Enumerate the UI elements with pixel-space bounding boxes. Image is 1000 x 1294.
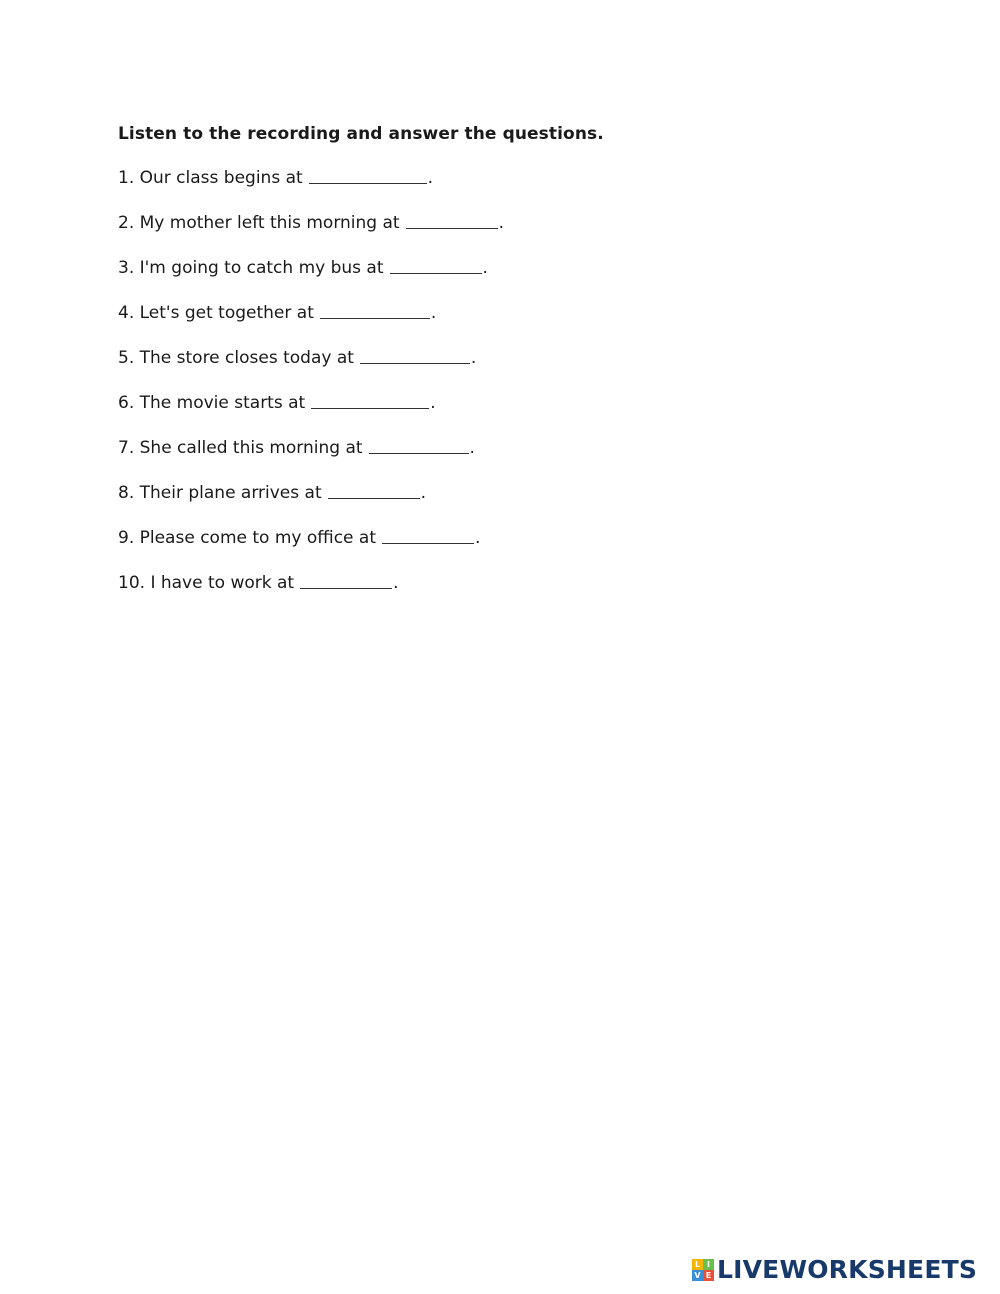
question-10	[118, 571, 938, 595]
question-text: 7. She called this morning at	[118, 438, 363, 458]
question-end: .	[498, 213, 504, 233]
question-text: 8. Their plane arrives at	[118, 483, 322, 503]
question-end: .	[475, 528, 481, 548]
question-1	[118, 166, 938, 190]
question-6	[118, 391, 938, 415]
question-end: .	[430, 303, 437, 323]
answer-blank[interactable]	[320, 302, 430, 319]
instruction-text: Listen to the recording and answer the questions.	[118, 124, 604, 144]
answer-blank[interactable]	[369, 437, 469, 454]
question-4	[118, 301, 938, 325]
worksheet	[118, 122, 938, 616]
question-text: 9. Please come to my office at	[118, 528, 376, 548]
question-text: 1. Our class begins at	[118, 168, 303, 188]
question-text: 3. I'm going to catch my bus at	[118, 258, 384, 278]
answer-blank[interactable]	[360, 347, 470, 364]
question-text: 10. I have to work at	[118, 573, 295, 593]
question-7	[118, 436, 938, 460]
answer-blank[interactable]	[309, 167, 427, 184]
question-end: .	[427, 168, 434, 188]
question-text: 4. Let's get together at	[118, 303, 314, 323]
question-5	[118, 346, 938, 370]
question-end: .	[470, 348, 477, 368]
logo-text: LIVEWORKSHEETS	[717, 1255, 978, 1284]
answer-blank[interactable]	[406, 212, 498, 229]
question-2	[118, 211, 938, 235]
question-text: 2. My mother left this morning at	[118, 213, 400, 233]
question-text: 6. The movie starts at	[118, 393, 306, 413]
answer-blank[interactable]	[390, 257, 482, 274]
question-text: 5. The store closes today at	[118, 348, 354, 368]
question-9	[118, 526, 938, 550]
question-end: .	[482, 258, 488, 278]
answer-blank[interactable]	[300, 572, 392, 589]
answer-blank[interactable]	[311, 392, 429, 409]
liveworksheets-logo	[692, 1255, 977, 1285]
question-end: .	[430, 393, 436, 413]
question-end: .	[393, 573, 399, 593]
question-end: .	[469, 438, 475, 458]
answer-blank[interactable]	[382, 527, 474, 544]
question-3	[118, 256, 938, 280]
question-8	[118, 481, 938, 505]
question-end: .	[420, 483, 427, 503]
answer-blank[interactable]	[328, 482, 420, 499]
liveworksheets-logo-icon: L I V E	[692, 1259, 714, 1281]
